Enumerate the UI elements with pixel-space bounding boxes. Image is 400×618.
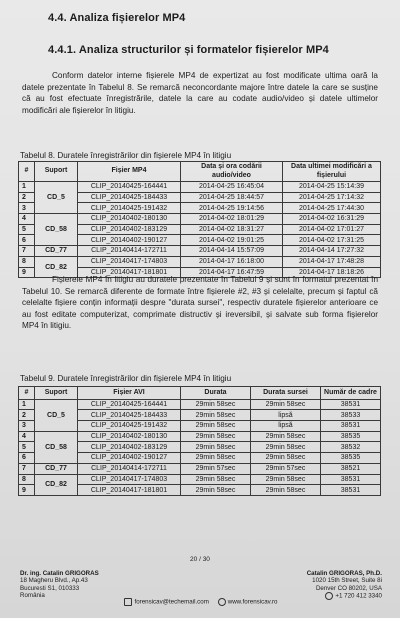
coded-cell: 2014-04-17 16:18:00 <box>181 256 283 267</box>
file-cell: CLIP_20140402-183129 <box>78 224 181 235</box>
table9 <box>18 386 381 496</box>
file-cell: CLIP_20140417-181801 <box>78 485 181 496</box>
coded-cell: 2014-04-25 18:44:57 <box>181 192 283 203</box>
coded-cell: 2014-04-25 16:45:04 <box>181 182 283 193</box>
coded-cell: 2014-04-25 19:14:56 <box>181 203 283 214</box>
row-number: 4 <box>19 214 35 225</box>
row-number: 1 <box>19 399 35 410</box>
footer-right-line: 1020 15th Street, Suite 8i <box>312 577 382 585</box>
table9-caption: Tabelul 9. Duratele înregistrărilor din fișierele MP4 în litigiu <box>20 374 232 383</box>
table8-header-support: Suport <box>35 162 78 182</box>
modified-cell: 2014-04-25 17:44:30 <box>283 203 381 214</box>
source-duration-cell: lipsă <box>251 421 321 432</box>
phone-number: +1 720 412 3340 <box>335 592 382 600</box>
footer-right-address <box>307 570 382 600</box>
paragraph-intro: Conform datelor interne fișierele MP4 de expertizat au fost modificate ultima oară la datele prezentate în Tabelul 8. Se remarcă neconcordante majore între datele la care se susține că au fost efectuate înregistrările, datele la care au codate audio/video și datele ultimelor modificări ale fișierelor în litigiu. <box>22 71 378 115</box>
table9-header-frames: Număr de cadre <box>321 387 381 400</box>
paragraph-durations: Fișierele MP4 în litigiu au duratele prezentate în Tabelul 9 și sunt în formatul prezentat în Tabelul 10. Se remarcă diferente de formate între fișierele #2, #3 și celelalte, precum și faptul că celelalte fișiere conțin informații despre "durata sursei", respectiv duratele fișierelor anterioare ce au fost editate computerizat, comprimate distructiv și ireversibil, și salvate sub forma fișierelor MP4 în litigiu. <box>22 275 378 331</box>
footer-left-line: România <box>20 592 45 600</box>
support-cell: CD_82 <box>35 256 78 277</box>
source-duration-cell: 29min 58sec <box>251 442 321 453</box>
coded-cell: 2014-04-02 18:01:29 <box>181 214 283 225</box>
support-cell: CD_77 <box>35 246 78 257</box>
modified-cell: 2014-04-02 17:31:25 <box>283 235 381 246</box>
table-row <box>19 463 381 474</box>
subsection-heading: 4.4.1. Analiza structurilor și formatelor fișierelor MP4 <box>48 44 329 56</box>
row-number: 6 <box>19 453 35 464</box>
modified-cell: 2014-04-17 18:18:26 <box>283 267 381 278</box>
file-cell: CLIP_20140402-180130 <box>78 431 181 442</box>
support-cell: CD_82 <box>35 474 78 495</box>
source-duration-cell: 29min 58sec <box>251 485 321 496</box>
support-cell: CD_5 <box>35 399 78 431</box>
footer-left-line: 18 Magheru Blvd., Ap.43 <box>20 577 88 585</box>
file-cell: CLIP_20140417-174803 <box>78 474 181 485</box>
duration-cell: 29min 58sec <box>181 421 251 432</box>
support-cell: CD_58 <box>35 214 78 246</box>
modified-cell: 2014-04-25 15:14:39 <box>283 182 381 193</box>
file-cell: CLIP_20140425-184433 <box>78 410 181 421</box>
frames-cell: 38532 <box>321 442 381 453</box>
table9-header-row <box>19 387 381 400</box>
duration-cell: 29min 58sec <box>181 485 251 496</box>
footer-left-line: Bucuresti S1, 010333 <box>20 584 80 592</box>
row-number: 3 <box>19 203 35 214</box>
modified-cell: 2014-04-14 17:27:32 <box>283 246 381 257</box>
table8 <box>18 161 381 278</box>
modified-cell: 2014-04-02 16:31:29 <box>283 214 381 225</box>
table-row <box>19 431 381 442</box>
duration-cell: 29min 57sec <box>181 463 251 474</box>
table-row <box>19 399 381 410</box>
file-cell: CLIP_20140417-174803 <box>78 256 181 267</box>
support-cell: CD_5 <box>35 182 78 214</box>
frames-cell: 38531 <box>321 399 381 410</box>
frames-cell: 38531 <box>321 421 381 432</box>
web-icon <box>218 598 226 606</box>
email-icon <box>124 598 132 606</box>
row-number: 8 <box>19 474 35 485</box>
table9-header-support: Suport <box>35 387 78 400</box>
coded-cell: 2014-04-02 18:31:27 <box>181 224 283 235</box>
duration-cell: 29min 58sec <box>181 442 251 453</box>
source-duration-cell: 29min 58sec <box>251 474 321 485</box>
table8-header-row <box>19 162 381 182</box>
file-cell: CLIP_20140402-190127 <box>78 235 181 246</box>
table8-header-num: # <box>19 162 35 182</box>
row-number: 9 <box>19 267 35 278</box>
frames-cell: 38531 <box>321 474 381 485</box>
modified-cell: 2014-04-02 17:01:27 <box>283 224 381 235</box>
table9-header-num: # <box>19 387 35 400</box>
row-number: 3 <box>19 421 35 432</box>
duration-cell: 29min 58sec <box>181 474 251 485</box>
file-cell: CLIP_20140425-191432 <box>78 203 181 214</box>
source-duration-cell: lipsă <box>251 410 321 421</box>
file-cell: CLIP_20140417-181801 <box>78 267 181 278</box>
file-cell: CLIP_20140402-190127 <box>78 453 181 464</box>
row-number: 5 <box>19 224 35 235</box>
frames-cell: 38533 <box>321 410 381 421</box>
modified-cell: 2014-04-17 17:48:28 <box>283 256 381 267</box>
frames-cell: 38535 <box>321 453 381 464</box>
table-row <box>19 246 381 257</box>
duration-cell: 29min 58sec <box>181 431 251 442</box>
file-cell: CLIP_20140425-184433 <box>78 192 181 203</box>
table9-header-file: Fișier AVI <box>78 387 181 400</box>
table9-header-duration: Durata <box>181 387 251 400</box>
table9-header-source-duration: Durata sursei <box>251 387 321 400</box>
table8-header-coded: Data și ora codării audio/video <box>181 162 283 182</box>
footer-right-line: Denver CO 80202, USA <box>315 584 382 592</box>
coded-cell: 2014-04-17 16:47:59 <box>181 267 283 278</box>
coded-cell: 2014-04-02 19:01:25 <box>181 235 283 246</box>
table8-header-file: Fișier MP4 <box>78 162 181 182</box>
row-number: 8 <box>19 256 35 267</box>
row-number: 2 <box>19 410 35 421</box>
support-cell: CD_77 <box>35 463 78 474</box>
row-number: 9 <box>19 485 35 496</box>
row-number: 2 <box>19 192 35 203</box>
duration-cell: 29min 58sec <box>181 399 251 410</box>
row-number: 4 <box>19 431 35 442</box>
frames-cell: 38531 <box>321 485 381 496</box>
file-cell: CLIP_20140425-191432 <box>78 421 181 432</box>
row-number: 6 <box>19 235 35 246</box>
frames-cell: 38521 <box>321 463 381 474</box>
coded-cell: 2014-04-14 15:57:09 <box>181 246 283 257</box>
row-number: 7 <box>19 463 35 474</box>
table-row <box>19 256 381 267</box>
section-heading: 4.4. Analiza fișierelor MP4 <box>48 12 186 24</box>
support-cell: CD_58 <box>35 431 78 463</box>
file-cell: CLIP_20140414-172711 <box>78 246 181 257</box>
file-cell: CLIP_20140425-164441 <box>78 182 181 193</box>
website-link[interactable]: www.forensicav.ro <box>227 598 278 606</box>
file-cell: CLIP_20140425-164441 <box>78 399 181 410</box>
row-number: 5 <box>19 442 35 453</box>
duration-cell: 29min 58sec <box>181 453 251 464</box>
file-cell: CLIP_20140414-172711 <box>78 463 181 474</box>
footer-left-address <box>20 570 99 600</box>
table-row <box>19 214 381 225</box>
table-row <box>19 474 381 485</box>
page-number: 20 / 30 <box>190 556 210 563</box>
table-row <box>19 182 381 193</box>
file-cell: CLIP_20140402-180130 <box>78 214 181 225</box>
source-duration-cell: 29min 58sec <box>251 453 321 464</box>
footer-contact <box>0 598 400 606</box>
source-duration-cell: 29min 57sec <box>251 463 321 474</box>
email-link[interactable]: forensicav@techemail.com <box>134 598 209 606</box>
row-number: 1 <box>19 182 35 193</box>
modified-cell: 2014-04-25 17:14:32 <box>283 192 381 203</box>
table8-header-modified: Data ultimei modificări a fișierului <box>283 162 381 182</box>
footer-right-name: Catalin GRIGORAS, Ph.D. <box>306 570 382 577</box>
table8-caption: Tabelul 8. Duratele înregistrărilor din fișierele MP4 în litigiu <box>20 151 232 160</box>
row-number: 7 <box>19 246 35 257</box>
source-duration-cell: 29min 58sec <box>251 431 321 442</box>
frames-cell: 38535 <box>321 431 381 442</box>
source-duration-cell: 29min 58sec <box>251 399 321 410</box>
file-cell: CLIP_20140402-183129 <box>78 442 181 453</box>
duration-cell: 29min 58sec <box>181 410 251 421</box>
footer-left-name: Dr. ing. Catalin GRIGORAS <box>20 570 99 577</box>
